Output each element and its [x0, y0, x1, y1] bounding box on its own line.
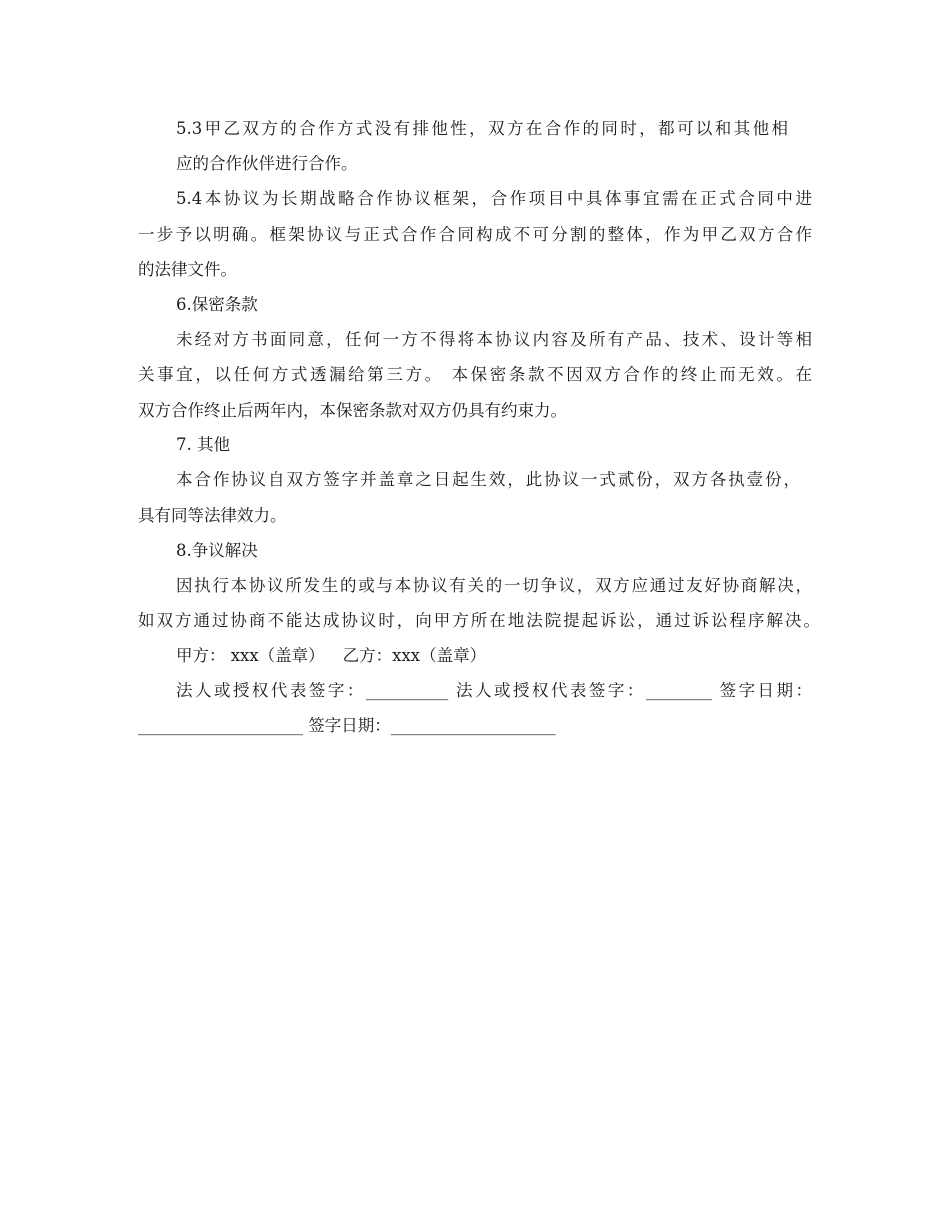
- section-7-line-2: 具有同等法律效力。: [138, 506, 287, 525]
- party-signature-line: [176, 645, 486, 667]
- section-8-line-1: 因执行本协议所发生的或与本协议有关的一切争议，双方应通过友好协商解决，: [176, 576, 812, 595]
- section-8-line-2: 如双方通过协商不能达成协议时，向甲方所在地法院提起诉讼，通过诉讼程序解决。: [138, 611, 820, 630]
- section-6-line-3: 双方合作终止后两年内，本保密条款对双方仍具有约束力。: [138, 401, 567, 420]
- representative-signature-line: [176, 680, 812, 702]
- section-6-line-1: 未经对方书面同意，任何一方不得将本协议内容及所有产品、技术、设计等相: [176, 330, 812, 349]
- clause-5-4-line-1: 5.4本协议为长期战略合作协议框架，合作项目中具体事宜需在正式合同中进: [176, 189, 812, 208]
- party-a-label: 甲方： xxx（盖章）: [176, 646, 325, 665]
- section-6-line-2: 关事宜，以任何方式透漏给第三方。 本保密条款不因双方合作的终止而无效。在: [138, 365, 812, 384]
- date-signature-line: [138, 715, 556, 737]
- clause-5-3-line-1: 5.3甲乙双方的合作方式没有排他性，双方在合作的同时，都可以和其他相: [176, 119, 788, 138]
- clause-5-4-line-2: 一步予以明确。框架协议与正式合作合同构成不可分割的整体，作为甲乙双方合作: [138, 225, 812, 244]
- clause-5-3-line-2: 应的合作伙伴进行合作。: [176, 154, 358, 173]
- section-8-heading: 8.争议解决: [176, 541, 258, 560]
- date-b-field: 签字日期：____________________: [308, 716, 556, 735]
- section-7-line-1: 本合作协议自双方签字并盖章之日起生效，此协议一式贰份，双方各执壹份，: [176, 470, 800, 489]
- date-a-blank: ____________________: [138, 716, 303, 735]
- section-7-heading: 7. 其他: [176, 435, 230, 454]
- party-b-label: 乙方：xxx（盖章）: [342, 646, 487, 665]
- rep-a-field: 法人或授权代表签字：__________: [176, 681, 449, 700]
- rep-b-field: 法人或授权代表签字：________: [456, 681, 712, 700]
- date-a-label: 签字日期：: [719, 681, 813, 700]
- clause-5-4-line-3: 的法律文件。: [138, 260, 237, 279]
- section-6-heading: 6.保密条款: [176, 295, 258, 314]
